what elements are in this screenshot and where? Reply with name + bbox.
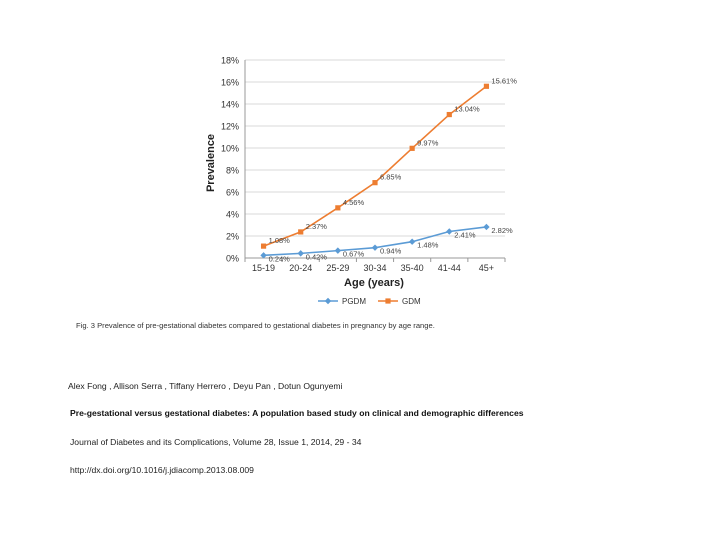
pgdm-data-label: 0.94% (380, 246, 402, 256)
pgdm-data-point (409, 239, 415, 245)
gdm-data-label: 1.08% (268, 236, 290, 246)
y-tick-label: 10% (220, 143, 239, 154)
x-tick-label: 41-44 (437, 263, 461, 273)
y-tick-label: 0% (225, 253, 239, 264)
y-tick-label: 2% (225, 231, 239, 242)
gdm-data-label: 4.56% (342, 197, 365, 207)
pgdm-data-label: 2.41% (454, 230, 476, 240)
gdm-data-label: 9.97% (417, 138, 439, 148)
legend-gdm-marker (385, 298, 390, 303)
pgdm-data-label: 0.24% (268, 254, 290, 264)
pgdm-data-label: 0.67% (342, 249, 365, 259)
x-tick-label: 30-34 (363, 263, 387, 273)
gdm-data-label: 13.04% (454, 104, 480, 114)
gdm-data-label: 6.85% (380, 172, 402, 182)
x-tick-label: 20-24 (289, 263, 313, 273)
pgdm-data-label: 0.42% (305, 252, 327, 262)
x-axis-label: Age (years) (344, 277, 404, 289)
prevalence-line-chart (190, 45, 530, 315)
y-tick-label: 14% (220, 99, 239, 110)
y-tick-label: 12% (220, 121, 239, 132)
pgdm-data-label: 1.48% (417, 240, 439, 250)
pgdm-series-line (264, 227, 487, 255)
legend-pgdm-label: PGDM (342, 297, 366, 307)
y-tick-label: 18% (220, 55, 239, 66)
pgdm-data-point (372, 244, 378, 250)
pgdm-data-point (298, 250, 304, 256)
gdm-data-point (372, 180, 377, 185)
pgdm-data-point (483, 224, 489, 230)
pgdm-data-point (335, 247, 341, 253)
gdm-series-line (264, 86, 487, 246)
legend-pgdm-marker (325, 298, 331, 304)
x-tick-label: 45+ (478, 263, 495, 273)
legend-gdm-label: GDM (402, 297, 421, 307)
x-tick-label: 15-19 (252, 263, 276, 273)
y-tick-label: 6% (225, 187, 239, 198)
gdm-data-point (335, 205, 340, 210)
pgdm-data-label: 2.82% (491, 225, 513, 235)
gdm-data-label: 2.37% (305, 221, 327, 231)
y-tick-label: 4% (225, 209, 239, 220)
gdm-data-point (298, 229, 303, 234)
gdm-data-point (261, 244, 266, 249)
legend (318, 297, 421, 306)
gdm-data-point (447, 112, 452, 117)
gdm-data-label: 15.61% (491, 76, 517, 86)
y-tick-label: 8% (225, 165, 239, 176)
paper-title: Pre-gestational versus gestational diabetes: A population based study on clinical and demographic differences (70, 408, 524, 418)
x-tick-label: 25-29 (326, 263, 350, 273)
doi-link[interactable]: http://dx.doi.org/10.1016/j.jdiacomp.2013.08.009 (70, 465, 254, 475)
gdm-data-point (410, 146, 415, 151)
author-list: Alex Fong , Allison Serra , Tiffany Herrero , Deyu Pan , Dotun Ogunyemi (68, 381, 343, 391)
y-tick-label: 16% (220, 77, 239, 88)
figure-caption: Fig. 3 Prevalence of pre-gestational diabetes compared to gestational diabetes in pregnancy by age range. (76, 321, 435, 330)
gdm-data-point (484, 84, 489, 89)
y-axis-label: Prevalence (205, 133, 217, 193)
pgdm-data-point (446, 228, 452, 234)
x-tick-label: 35-40 (400, 263, 424, 273)
journal-citation: Journal of Diabetes and its Complications, Volume 28, Issue 1, 2014, 29 - 34 (70, 437, 362, 447)
